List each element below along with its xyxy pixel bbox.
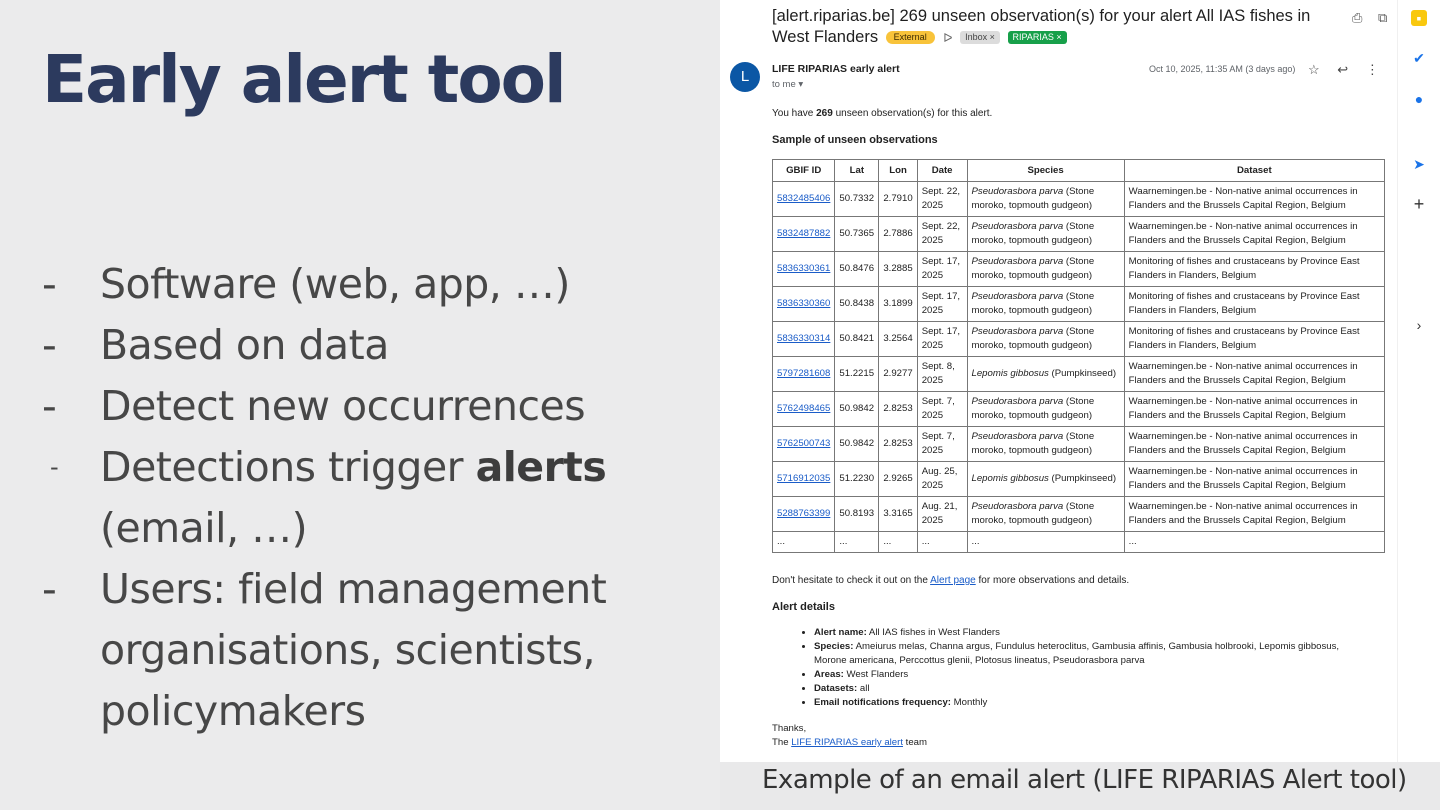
table-body xyxy=(773,182,1385,553)
species-scientific-name: Pseudorasbora parva xyxy=(971,501,1064,512)
species-scientific-name: Lepomis gibbosus xyxy=(971,368,1049,379)
table-cell xyxy=(773,462,835,497)
table-row xyxy=(773,322,1385,357)
table-cell: Sept. 7, 2025 xyxy=(917,427,967,462)
bullet-dash: - xyxy=(42,321,57,369)
species-common-name: (Pumpkinseed) xyxy=(1048,473,1117,484)
print-icon[interactable]: ⎙ xyxy=(1352,10,1363,25)
table-cell: Sept. 17, 2025 xyxy=(917,287,967,322)
bullet-dash: - xyxy=(42,382,57,430)
column-header: Species xyxy=(967,160,1124,182)
alert-page-link[interactable]: Alert page xyxy=(930,575,976,586)
table-cell: Waarnemingen.be - Non-native animal occurrences in Flanders and the Brussels Capital Region, Belgium xyxy=(1124,182,1384,217)
team-line xyxy=(772,736,927,750)
add-icon[interactable]: + xyxy=(1413,194,1425,214)
subject-actions xyxy=(1340,10,1387,26)
signoff xyxy=(772,722,927,750)
table-cell xyxy=(773,182,835,217)
table-cell: Waarnemingen.be - Non-native animal occurrences in Flanders and the Brussels Capital Region, Belgium xyxy=(1124,217,1384,252)
table-cell: 50.8193 xyxy=(835,497,879,532)
table-cell: Monitoring of fishes and crustaceans by Province East Flanders in Flanders, Belgium xyxy=(1124,252,1384,287)
intro-before: You have xyxy=(772,108,817,119)
table-cell: 2.8253 xyxy=(879,392,917,427)
checkout-after: for more observations and details. xyxy=(975,575,1130,586)
table-cell: Sept. 17, 2025 xyxy=(917,252,967,287)
bullet-dash: - xyxy=(50,453,59,481)
riparias-label[interactable]: RIPARIAS × xyxy=(1008,31,1067,44)
table-row xyxy=(773,287,1385,322)
bullet-text: (email, …) xyxy=(100,504,308,552)
table-row xyxy=(773,462,1385,497)
detail-value: Monthly xyxy=(951,697,988,708)
detail-item xyxy=(814,696,1374,710)
table-cell xyxy=(967,287,1124,322)
table-cell xyxy=(967,252,1124,287)
table-cell: Sept. 7, 2025 xyxy=(917,392,967,427)
table-cell: Monitoring of fishes and crustaceans by Province East Flanders in Flanders, Belgium xyxy=(1124,287,1384,322)
table-cell: Sept. 22, 2025 xyxy=(917,182,967,217)
team-after: team xyxy=(903,737,927,748)
species-common-name: (Stone moroko, topmouth gudgeon) xyxy=(971,326,1095,351)
table-cell xyxy=(967,182,1124,217)
species-common-name: (Stone moroko, topmouth gudgeon) xyxy=(971,431,1095,456)
table-cell xyxy=(967,357,1124,392)
gbif-id-link[interactable]: 5716912035 xyxy=(777,473,831,484)
table-cell: 3.2564 xyxy=(879,322,917,357)
table-cell: 50.8476 xyxy=(835,252,879,287)
table-cell: 51.2230 xyxy=(835,462,879,497)
table-cell: Sept. 22, 2025 xyxy=(917,217,967,252)
table-cell: 50.7332 xyxy=(835,182,879,217)
table-cell xyxy=(773,427,835,462)
table-cell: 3.3165 xyxy=(879,497,917,532)
table-cell xyxy=(773,322,835,357)
table-cell: 50.9842 xyxy=(835,392,879,427)
gbif-id-link[interactable]: 5836330314 xyxy=(777,333,831,344)
detail-value: Ameiurus melas, Channa argus, Fundulus heteroclitus, Gambusia affinis, Gambusia holbrooki, Lepomis gibbosus, Morone americana, Perccottus glenii, Plotosus lineatus, Pseudorasbora parva xyxy=(814,641,1340,666)
bullet-text: Based on data xyxy=(100,321,389,369)
table-cell: 50.8438 xyxy=(835,287,879,322)
thanks-text: Thanks, xyxy=(772,723,807,734)
table-cell: Sept. 8, 2025 xyxy=(917,357,967,392)
bullet-text: Detect new occurrences xyxy=(100,382,586,430)
table-row xyxy=(773,252,1385,287)
table-cell xyxy=(773,357,835,392)
column-header: GBIF ID xyxy=(773,160,835,182)
table-cell: 2.9265 xyxy=(879,462,917,497)
species-scientific-name: Pseudorasbora parva xyxy=(971,326,1064,337)
bullet-list xyxy=(42,254,682,742)
species-common-name: (Stone moroko, topmouth gudgeon) xyxy=(971,186,1095,211)
message-actions xyxy=(1308,62,1393,78)
table-cell: 3.2885 xyxy=(879,252,917,287)
email-date: Oct 10, 2025, 11:35 AM (3 days ago) xyxy=(1149,64,1296,74)
species-common-name: (Stone moroko, topmouth gudgeon) xyxy=(971,501,1095,526)
label-icon: ᐅ xyxy=(943,31,953,45)
table-cell xyxy=(967,217,1124,252)
sample-heading: Sample of unseen observations xyxy=(772,134,938,146)
table-row xyxy=(773,217,1385,252)
bullet-dash: - xyxy=(42,260,57,308)
bullet-text: Detections trigger xyxy=(100,443,476,491)
table-cell: Aug. 21, 2025 xyxy=(917,497,967,532)
species-scientific-name: Lepomis gibbosus xyxy=(971,473,1049,484)
gbif-id-link[interactable]: 5832485406 xyxy=(777,193,831,204)
detail-label: Email notifications frequency: xyxy=(814,697,952,708)
species-common-name: (Stone moroko, topmouth gudgeon) xyxy=(971,396,1095,421)
species-scientific-name: Pseudorasbora parva xyxy=(971,431,1064,442)
open-in-new-icon[interactable]: ⧉ xyxy=(1378,10,1388,25)
table-row xyxy=(773,392,1385,427)
table-row xyxy=(773,497,1385,532)
bullet-text: Software (web, app, …) xyxy=(100,260,570,308)
observations-table xyxy=(772,159,1385,553)
intro-after: unseen observation(s) for this alert. xyxy=(832,108,993,119)
detail-value: all xyxy=(857,683,870,694)
bullet-dash: - xyxy=(42,565,57,613)
side-panel xyxy=(1397,0,1440,762)
table-cell: Monitoring of fishes and crustaceans by Province East Flanders in Flanders, Belgium xyxy=(1124,322,1384,357)
table-cell xyxy=(773,392,835,427)
details-heading: Alert details xyxy=(772,601,835,613)
column-header: Dataset xyxy=(1124,160,1384,182)
table-row xyxy=(773,532,1385,553)
table-cell: 50.7365 xyxy=(835,217,879,252)
gbif-id-link[interactable]: 5836330360 xyxy=(777,298,831,309)
table-cell: Waarnemingen.be - Non-native animal occurrences in Flanders and the Brussels Capital Region, Belgium xyxy=(1124,427,1384,462)
more-icon[interactable]: ⋮ xyxy=(1365,62,1379,77)
slide-title: Early alert tool xyxy=(42,41,565,118)
unseen-count: 269 xyxy=(816,108,833,119)
detail-label: Datasets: xyxy=(814,683,858,694)
table-cell: 2.7910 xyxy=(879,182,917,217)
detail-label: Species: xyxy=(814,641,854,652)
bullet-text: Users: field management organisations, scientists, policymakers xyxy=(100,565,607,735)
table-cell: Waarnemingen.be - Non-native animal occurrences in Flanders and the Brussels Capital Region, Belgium xyxy=(1124,357,1384,392)
table-cell: ... xyxy=(967,532,1124,553)
intro-text xyxy=(772,108,992,119)
gbif-id-link[interactable]: 5288763399 xyxy=(777,508,831,519)
table-cell: 2.8253 xyxy=(879,427,917,462)
table-cell: 3.1899 xyxy=(879,287,917,322)
sender-name: LIFE RIPARIAS early alert xyxy=(772,63,900,75)
species-scientific-name: Pseudorasbora parva xyxy=(971,396,1064,407)
recipient-dropdown[interactable]: to me ▾ xyxy=(772,79,804,90)
detail-item xyxy=(814,682,1374,696)
team-link[interactable]: LIFE RIPARIAS early alert xyxy=(791,737,903,748)
checkout-text xyxy=(772,575,1129,586)
bullet-item xyxy=(42,254,682,315)
species-scientific-name: Pseudorasbora parva xyxy=(971,256,1064,267)
table-cell: ... xyxy=(773,532,835,553)
table-cell: 50.8421 xyxy=(835,322,879,357)
table-cell xyxy=(967,427,1124,462)
species-common-name: (Stone moroko, topmouth gudgeon) xyxy=(971,256,1095,281)
species-common-name: (Pumpkinseed) xyxy=(1048,368,1117,379)
email-subject xyxy=(772,6,1332,49)
column-header: Lon xyxy=(879,160,917,182)
table-cell xyxy=(773,287,835,322)
species-scientific-name: Pseudorasbora parva xyxy=(971,221,1064,232)
gbif-id-link[interactable]: 5836330361 xyxy=(777,263,831,274)
table-cell xyxy=(967,462,1124,497)
table-cell: Waarnemingen.be - Non-native animal occurrences in Flanders and the Brussels Capital Region, Belgium xyxy=(1124,462,1384,497)
gbif-id-link[interactable]: 5797281608 xyxy=(777,368,831,379)
species-scientific-name: Pseudorasbora parva xyxy=(971,291,1064,302)
star-icon[interactable]: ☆ xyxy=(1308,62,1320,77)
bullet-item xyxy=(42,376,682,437)
table-cell: Aug. 25, 2025 xyxy=(917,462,967,497)
table-cell: Sept. 17, 2025 xyxy=(917,322,967,357)
send-icon[interactable]: ➤ xyxy=(1413,156,1425,172)
inbox-label[interactable]: Inbox × xyxy=(960,31,1000,44)
gbif-id-link[interactable]: 5762498465 xyxy=(777,403,831,414)
table-cell xyxy=(967,322,1124,357)
bullet-bold-text: alerts xyxy=(475,443,607,491)
table-cell xyxy=(967,497,1124,532)
table-cell: Waarnemingen.be - Non-native animal occurrences in Flanders and the Brussels Capital Region, Belgium xyxy=(1124,497,1384,532)
table-row xyxy=(773,182,1385,217)
external-badge: External xyxy=(886,31,935,44)
team-before: The xyxy=(772,737,792,748)
species-scientific-name: Pseudorasbora parva xyxy=(971,186,1064,197)
table-cell: 51.2215 xyxy=(835,357,879,392)
keep-icon[interactable]: ▪ xyxy=(1411,10,1427,26)
table-cell xyxy=(967,392,1124,427)
table-cell: 2.9277 xyxy=(879,357,917,392)
species-common-name: (Stone moroko, topmouth gudgeon) xyxy=(971,221,1095,246)
avatar[interactable]: L xyxy=(730,62,760,92)
detail-value: All IAS fishes in West Flanders xyxy=(866,627,1000,638)
gbif-id-link[interactable]: 5832487882 xyxy=(777,228,831,239)
reply-icon[interactable]: ↩ xyxy=(1337,62,1349,77)
bullet-item xyxy=(42,437,682,559)
detail-label: Areas: xyxy=(814,669,844,680)
table-cell xyxy=(773,497,835,532)
email-subject-text: [alert.riparias.be] 269 unseen observation(s) for your alert All IAS fishes in West Flanders xyxy=(772,7,1311,46)
contacts-icon[interactable]: ● xyxy=(1414,91,1424,107)
email-screenshot xyxy=(720,0,1397,762)
tasks-icon[interactable]: ✔ xyxy=(1413,50,1425,66)
detail-item xyxy=(814,626,1374,640)
checkout-before: Don't hesitate to check it out on the xyxy=(772,575,931,586)
table-cell: 2.7886 xyxy=(879,217,917,252)
detail-label: Alert name: xyxy=(814,627,867,638)
bullet-item xyxy=(42,559,682,742)
species-common-name: (Stone moroko, topmouth gudgeon) xyxy=(971,291,1095,316)
detail-item xyxy=(814,668,1374,682)
column-header: Lat xyxy=(835,160,879,182)
detail-item xyxy=(814,640,1374,668)
table-cell: 50.9842 xyxy=(835,427,879,462)
table-cell: ... xyxy=(917,532,967,553)
gbif-id-link[interactable]: 5762500743 xyxy=(777,438,831,449)
bullet-item xyxy=(42,315,682,376)
table-cell xyxy=(773,217,835,252)
chevron-right-icon[interactable]: › xyxy=(1416,317,1422,333)
table-cell: ... xyxy=(835,532,879,553)
image-caption: Example of an email alert (LIFE RIPARIAS Alert tool) xyxy=(762,765,1407,795)
column-header: Date xyxy=(917,160,967,182)
table-cell: ... xyxy=(879,532,917,553)
table-cell: ... xyxy=(1124,532,1384,553)
details-list xyxy=(800,626,1374,710)
table-cell xyxy=(773,252,835,287)
table-header-row xyxy=(773,160,1385,182)
table-row xyxy=(773,357,1385,392)
table-cell: Waarnemingen.be - Non-native animal occurrences in Flanders and the Brussels Capital Region, Belgium xyxy=(1124,392,1384,427)
table-row xyxy=(773,427,1385,462)
detail-value: West Flanders xyxy=(843,669,909,680)
